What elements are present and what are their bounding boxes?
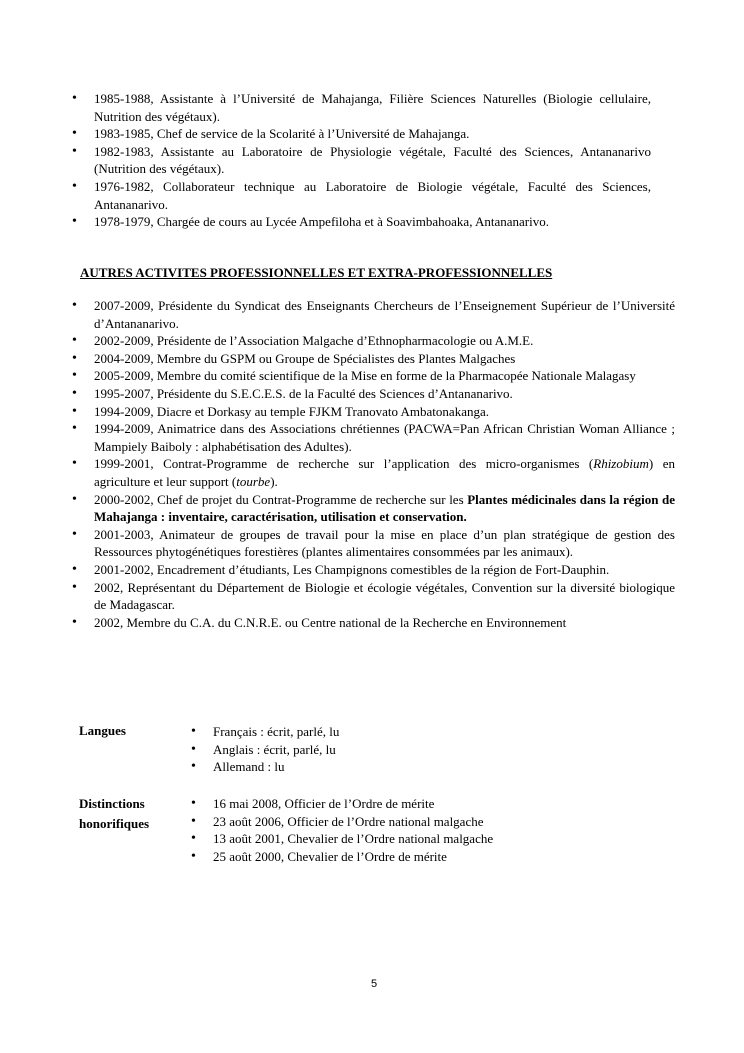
item-text: 1999-2001, Contrat-Programme de recherche sur l’application des micro-organismes (: [94, 456, 594, 472]
langues-list: [213, 723, 593, 776]
list-item: [94, 455, 675, 490]
list-item: • 1976-1982, Collaborateur technique au Laboratoire de Biologie végétale, Faculté des Sciences, Antananarivo.: [94, 178, 651, 213]
list-item: • 1985-1988, Assistante à l’Université de Mahajanga, Filière Sciences Naturelles (Biologie cellulaire, Nutrition des végétaux).: [94, 90, 651, 125]
list-item: [94, 491, 675, 526]
list-item: • 2001-2002, Encadrement d’étudiants, Les Champignons comestibles de la région de Fort-Dauphin.: [94, 561, 675, 579]
item-italic-text: tourbe: [236, 473, 271, 489]
list-item: • 23 août 2006, Officier de l’Ordre national malgache: [213, 813, 593, 831]
list-item: • 25 août 2000, Chevalier de l’Ordre de mérite: [213, 848, 593, 866]
list-item: • 13 août 2001, Chevalier de l’Ordre national malgache: [213, 830, 593, 848]
list-item: • 2005-2009, Membre du comité scientifique de la Mise en forme de la Pharmacopée Nationale Malagasy: [94, 367, 675, 385]
item-text: ) en agriculture et leur support (: [94, 456, 675, 489]
distinctions-label: [79, 794, 149, 834]
previous-positions-list: [94, 90, 651, 231]
item-bold-text: Plantes médicinales dans la région de Mahajanga : inventaire, caractérisation, utilisation et conservation.: [94, 491, 675, 525]
list-item: • 1982-1983, Assistante au Laboratoire de Physiologie végétale, Faculté des Sciences, Antananarivo (Nutrition des végétaux).: [94, 143, 651, 178]
list-item: • Allemand : lu: [213, 758, 593, 776]
other-activities-list: [94, 297, 675, 631]
item-italic-text: Rhizobium: [593, 456, 649, 472]
item-text: ).: [270, 473, 278, 489]
list-item: • 16 mai 2008, Officier de l’Ordre de mérite: [213, 795, 593, 813]
list-item: • 1978-1979, Chargée de cours au Lycée Ampefiloha et à Soavimbahoaka, Antananarivo.: [94, 213, 651, 231]
list-item: • 1994-2009, Diacre et Dorkasy au temple FJKM Tranovato Ambatonakanga.: [94, 403, 675, 421]
list-item: • 2007-2009, Présidente du Syndicat des Enseignants Chercheurs de l’Enseignement Supérieur de l’Université d’Antananarivo.: [94, 297, 675, 332]
list-item: • 2002, Membre du C.A. du C.N.R.E. ou Centre national de la Recherche en Environnement: [94, 614, 675, 632]
langues-label: Langues: [79, 723, 126, 738]
list-item: • Français : écrit, parlé, lu: [213, 723, 593, 741]
distinctions-label-line: honorifiques: [79, 816, 150, 831]
distinctions-label-line: Distinctions: [79, 796, 145, 811]
list-item: • Anglais : écrit, parlé, lu: [213, 741, 593, 759]
list-item: • 1983-1985, Chef de service de la Scolarité à l’Université de Mahajanga.: [94, 125, 651, 143]
item-text: 2000-2002, Chef de projet du Contrat-Programme de recherche sur les: [94, 491, 468, 507]
section-heading-other-activities: AUTRES ACTIVITES PROFESSIONNELLES ET EXTRA-PROFESSIONNELLES: [80, 265, 553, 280]
list-item: • 2004-2009, Membre du GSPM ou Groupe de Spécialistes des Plantes Malgaches: [94, 350, 675, 368]
list-item: • 2002, Représentant du Département de Biologie et écologie végétales, Convention sur la diversité biologique de Madagascar.: [94, 579, 675, 614]
list-item: • 2001-2003, Animateur de groupes de travail pour la mise en place d’un plan stratégique de gestion des Ressources phytogénétiques forestières (plantes alimentaires consommées par les animaux).: [94, 526, 675, 561]
page-number: 5: [371, 978, 378, 990]
list-item: • 1995-2007, Présidente du S.E.C.E.S. de la Faculté des Sciences d’Antananarivo.: [94, 385, 675, 403]
list-item: • 1994-2009, Animatrice dans des Associations chrétiennes (PACWA=Pan African Christian Woman Alliance ; Mampiely Baiboly : alphabétisation des Adultes).: [94, 420, 675, 455]
list-item: • 2002-2009, Présidente de l’Association Malgache d’Ethnopharmacologie ou A.M.E.: [94, 332, 675, 350]
distinctions-list: [213, 795, 593, 865]
